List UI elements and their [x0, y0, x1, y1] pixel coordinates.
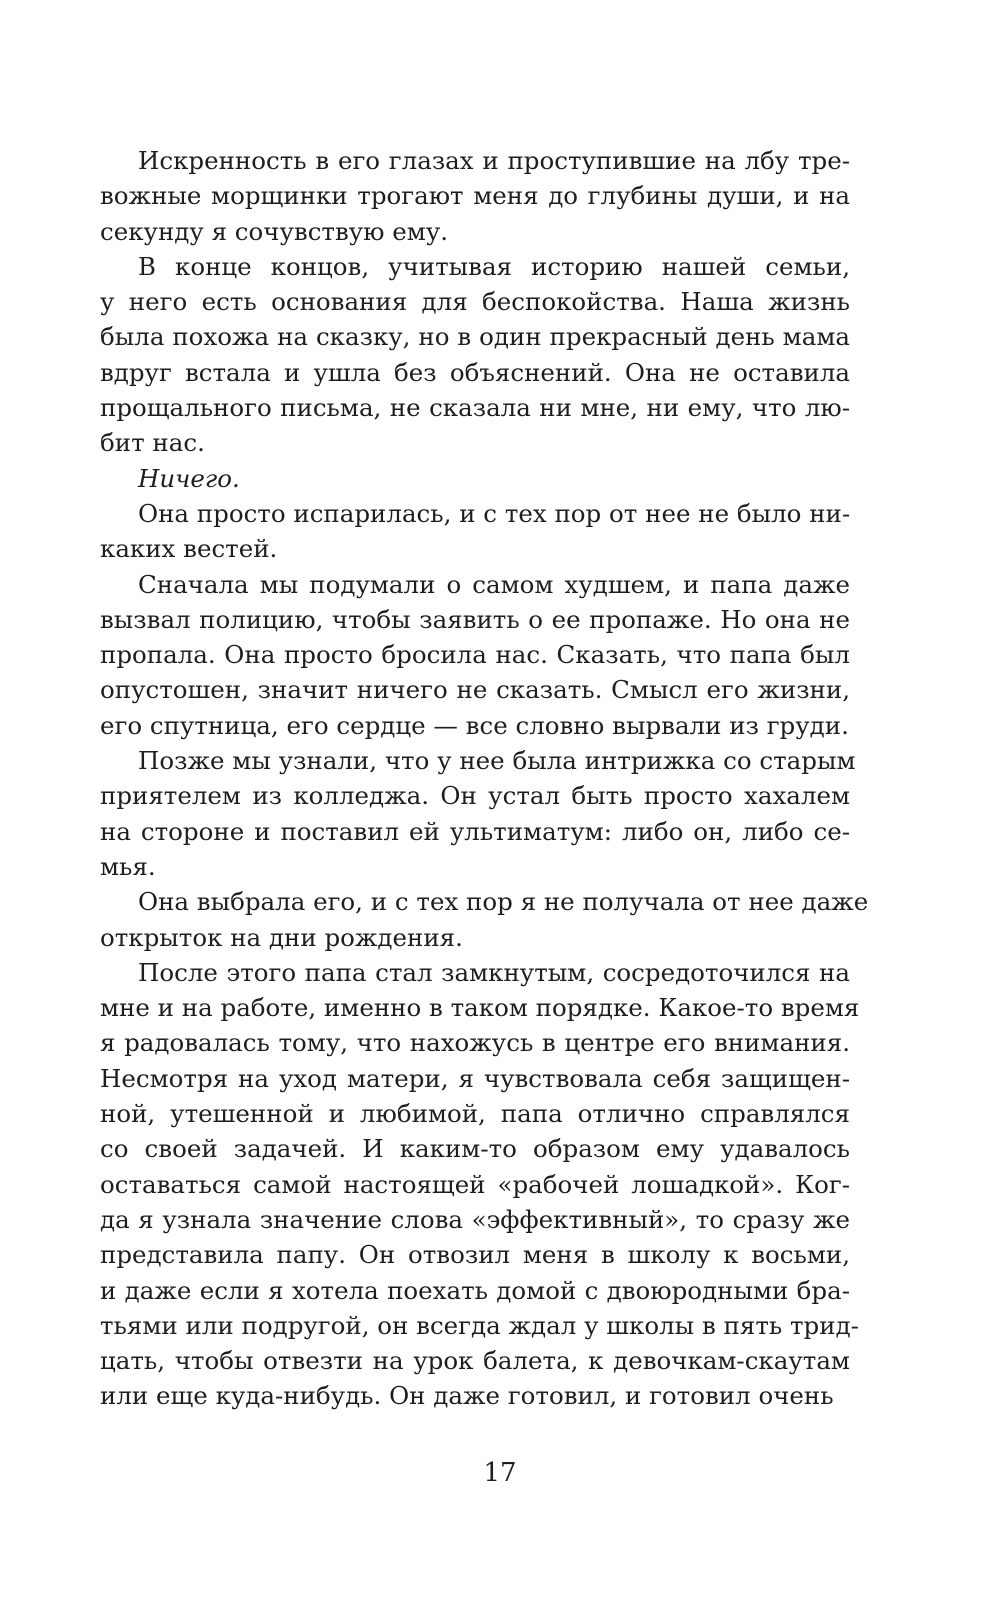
text-line: открыток на дни рождения. — [100, 922, 463, 952]
text-line: приятелем из колледжа. Он устал быть просто хахалем — [100, 781, 850, 811]
paragraph — [100, 743, 856, 884]
page-text — [100, 143, 869, 1414]
paragraph — [100, 567, 850, 743]
text-line: его спутница, его сердце — все словно вырвали из груди. — [100, 710, 849, 740]
text-line: оставаться самой настоящей «рабочей лошадкой». Ког- — [100, 1169, 850, 1199]
text-line: цать, чтобы отвезти на урок балета, к девочкам-скаутам — [100, 1346, 850, 1376]
text-line: секунду я сочувствую ему. — [100, 216, 449, 246]
text-line: опустошен, значит ничего не сказать. Смысл его жизни, — [100, 675, 850, 705]
text-line: тьями или подругой, он всегда ждал у школы в пять трид- — [100, 1310, 859, 1340]
text-line: да я узнала значение слова «эффективный», то сразу же — [100, 1204, 850, 1234]
text-line: Сначала мы подумали о самом худшем, и папа даже — [138, 569, 850, 599]
text-line: пропала. Она просто бросила нас. Сказать, что папа был — [100, 640, 850, 670]
text-line: Она выбрала его, и с тех пор я не получала от нее даже — [138, 887, 869, 917]
text-line: После этого папа стал замкнутым, сосредоточился на — [138, 957, 850, 987]
text-line: со своей задачей. И каким-то образом ему удавалось — [100, 1134, 850, 1164]
text-line: каких вестей. — [100, 534, 278, 564]
text-line: Искренность в его глазах и проступившие на лбу тре- — [138, 146, 850, 175]
text-line: Несмотря на уход матери, я чувствовала себя защищен- — [100, 1063, 850, 1093]
paragraph — [100, 143, 850, 249]
text-line: я радовалась тому, что нахожусь в центре его внимания. — [100, 1028, 850, 1058]
text-line: Позже мы узнали, что у нее была интрижка со старым — [138, 746, 856, 776]
text-line: вызвал полицию, чтобы заявить о ее пропаже. Но она не — [100, 604, 850, 634]
paragraph — [100, 461, 850, 496]
paragraph — [100, 955, 860, 1414]
text-line: у него есть основания для беспокойства. Наша жизнь — [100, 287, 850, 317]
text-line: В конце концов, учитывая историю нашей семьи, — [138, 251, 850, 281]
text-line: Ничего. — [138, 463, 240, 493]
paragraph — [100, 496, 850, 567]
text-line: на стороне и поставил ей ультиматум: либо он, либо се- — [100, 816, 850, 846]
text-line: прощального письма, не сказала ни мне, ни ему, что лю- — [100, 393, 850, 423]
paragraph — [100, 884, 869, 955]
text-line: вожные морщинки трогают меня до глубины души, и на — [100, 181, 850, 211]
text-line: мне и на работе, именно в таком порядке. Какое-то время — [100, 993, 860, 1023]
text-line: представила папу. Он отвозил меня в школу к восьми, — [100, 1240, 850, 1270]
page-number: 17 — [483, 1458, 517, 1488]
text-line: и даже если я хотела поехать домой с двоюродными бра- — [100, 1275, 850, 1305]
text-line: вдруг встала и ушла без объяснений. Она не оставила — [100, 357, 850, 387]
text-line: бит нас. — [100, 428, 205, 458]
text-line: ной, утешенной и любимой, папа отлично справлялся — [100, 1099, 850, 1129]
text-line: Она просто испарилась, и с тех пор от нее не было ни- — [138, 498, 851, 528]
paragraph — [100, 249, 850, 461]
text-line: или еще куда-нибудь. Он даже готовил, и готовил очень — [100, 1381, 834, 1411]
text-line: была похожа на сказку, но в один прекрасный день мама — [100, 322, 850, 352]
text-line: мья. — [100, 851, 156, 881]
